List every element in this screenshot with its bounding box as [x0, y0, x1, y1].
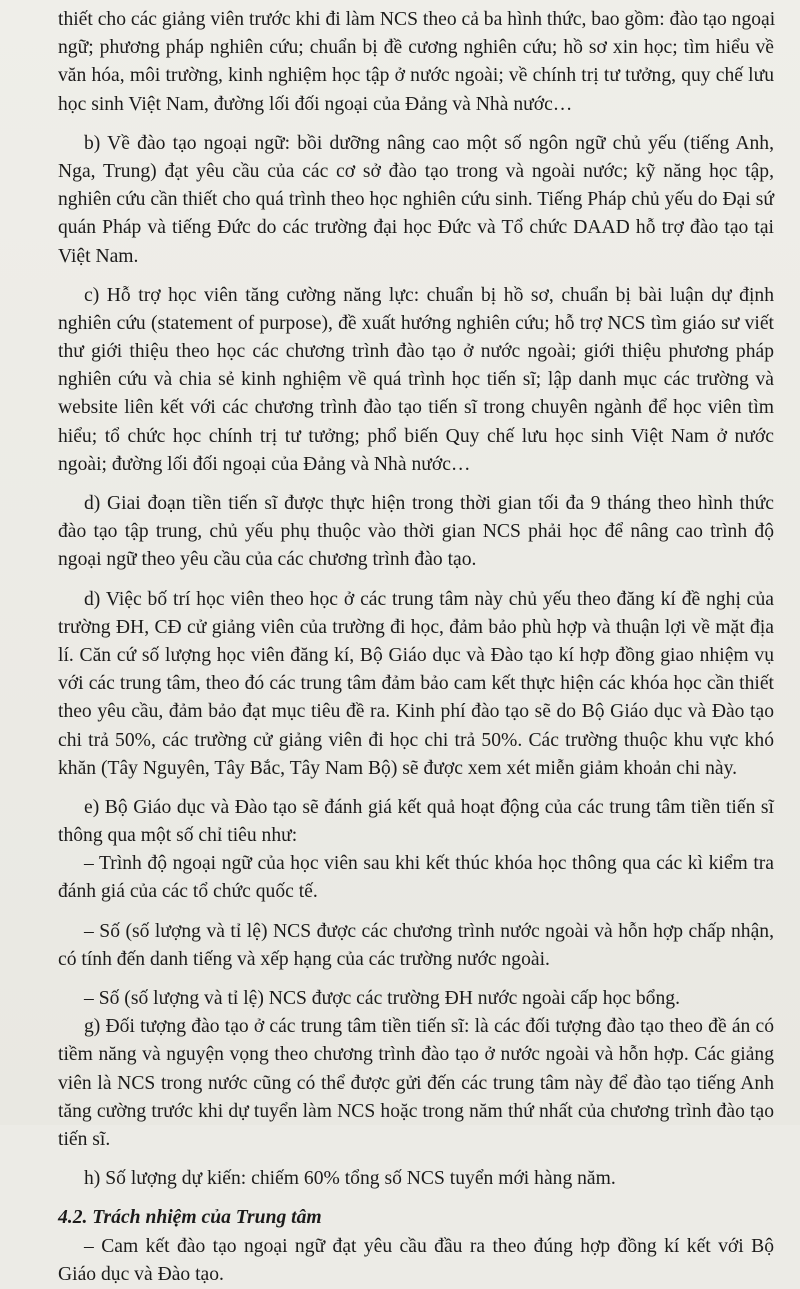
text-line: tăng cường trước khi dự tuyển làm NCS hoặc trong năm thứ nhất của chương trình đào tạo [58, 1100, 774, 1122]
text-line: nghiên cứu và chia sẻ kinh nghiệm về quá trình học tiến sĩ; lập danh mục các trường và [58, 369, 774, 391]
text-line: có tính đến danh tiếng và xếp hạng của các trường nước ngoài. [58, 948, 550, 970]
paragraph-continuation [58, 6, 774, 119]
text-line: – Trình độ ngoại ngữ của học viên sau khi kết thúc khóa học thông qua các kì kiểm tra [84, 853, 774, 875]
bullet-item [58, 918, 774, 974]
text-line: theo yêu cầu, đảm bảo đạt mục tiêu đề ra. Kinh phí đào tạo sẽ do Bộ Giáo dục và Đào tạo [58, 701, 774, 723]
text-line: website liên kết với các chương trình đào tạo tiến sĩ trong chuyên ngành để học viên tìm [58, 397, 774, 419]
text-line: ngoại ngữ theo yêu cầu của các chương trình đào tạo. [58, 549, 477, 571]
text-line: ngữ; phương pháp nghiên cứu; chuẩn bị đề cương nghiên cứu; hồ sơ xin học; tìm hiểu về [58, 37, 774, 59]
text-line: nghiên cứu (statement of purpose), đề xuất hướng nghiên cứu; hỗ trợ NCS tìm giáo sư viết [58, 312, 774, 334]
text-line: trường ĐH, CĐ cử giảng viên của trường đi học, đảm bảo phù hợp và thuận lợi về mặt địa [58, 616, 774, 638]
text-line: Giáo dục và Đào tạo. [58, 1263, 224, 1285]
text-line: Nga, Trung) đạt yêu cầu của các cơ sở đào tạo trong và ngoài nước; kỹ năng học tập, [58, 160, 774, 182]
text-line: g) Đối tượng đào tạo ở các trung tâm tiền tiến sĩ: là các đối tượng đào tạo theo đề án có [84, 1016, 774, 1038]
text-line: chi trả 50%, các trường cử giảng viên đi học chi trả 50%. Các trường thuộc khu vực khó [58, 729, 774, 751]
text-line: văn hóa, môi trường, kinh nghiệm học tập ở nước ngoài; về chính trị tư tưởng, quy chế lưu [58, 65, 774, 87]
text-line: đào tạo tập trung, chủ yếu phụ thuộc vào thời gian NCS phải học để nâng cao trình độ [58, 521, 774, 543]
text-line: d) Việc bố trí học viên theo học ở các trung tâm này chủ yếu theo đăng kí đề nghị của [84, 588, 774, 610]
text-line: h) Số lượng dự kiến: chiếm 60% tổng số NCS tuyển mới hàng năm. [84, 1168, 616, 1190]
text-line: tiềm năng và nguyện vọng theo chương trình đào tạo ở nước ngoài và hỗn hợp. Các giảng [58, 1044, 774, 1066]
text-line: học sinh Việt Nam, đường lối đối ngoại của Đảng và Nhà nước… [58, 93, 573, 115]
text-line: khăn (Tây Nguyên, Tây Bắc, Tây Nam Bộ) sẽ được xem xét miễn giảm khoản chi này. [58, 757, 737, 779]
paragraph-d-2 [58, 586, 774, 783]
text-line: thiết cho các giảng viên trước khi đi làm NCS theo cả ba hình thức, bao gồm: đào tạo ngoại [58, 9, 776, 30]
text-line: b) Về đào tạo ngoại ngữ: bồi dưỡng nâng cao một số ngôn ngữ chủ yếu (tiếng Anh, [84, 132, 774, 154]
text-line: với các trung tâm, theo đó các trung tâm đảm bảo cam kết thực hiện các khóa học cần thiết [58, 673, 774, 695]
text-line: – Cam kết đào tạo ngoại ngữ đạt yêu cầu đầu ra theo đúng hợp đồng kí kết với Bộ [84, 1235, 774, 1257]
text-line: ngoài; đường lối đối ngoại của Đảng và Nhà nước… [58, 453, 471, 475]
paragraph-commitment [58, 1233, 774, 1289]
bullet-item [58, 985, 774, 1013]
paragraph-e [58, 794, 774, 850]
text-line: Việt Nam. [58, 245, 139, 267]
text-line: e) Bộ Giáo dục và Đào tạo sẽ đánh giá kết quả hoạt động của các trung tâm tiền tiến sĩ [84, 796, 774, 818]
paragraph-d-1 [58, 490, 774, 575]
text-line: tiến sĩ. [58, 1128, 111, 1150]
text-line: hiểu; tổ chức học chính trị tư tưởng; phổ biến Quy chế lưu học sinh Việt Nam ở nước [58, 425, 774, 447]
text-line: nghiên cứu cần thiết cho quá trình theo học nghiên cứu sinh. Tiếng Pháp chủ yếu do Đại sứ [58, 189, 774, 211]
text-line: – Số (số lượng và tỉ lệ) NCS được các chương trình nước ngoài và hỗn hợp chấp nhận, [84, 920, 774, 942]
section-heading: 4.2. Trách nhiệm của Trung tâm [58, 1207, 322, 1229]
text-line: – Số (số lượng và tỉ lệ) NCS được các trường ĐH nước ngoài cấp học bổng. [84, 988, 680, 1009]
paragraph-b [58, 130, 774, 271]
text-line: thư giới thiệu theo học các chương trình đào tạo ở nước ngoài; giới thiệu phương pháp [58, 341, 774, 363]
bullet-item [58, 850, 774, 906]
text-line: lí. Căn cứ số lượng học viên đăng kí, Bộ Giáo dục và Đào tạo kí hợp đồng giao nhiệm vụ [58, 644, 774, 666]
text-line: đánh giá của các tổ chức quốc tế. [58, 881, 318, 903]
text-line: d) Giai đoạn tiền tiến sĩ được thực hiện trong thời gian tối đa 9 tháng theo hình thức [84, 493, 774, 514]
paragraph-h [58, 1165, 774, 1193]
text-line: thông qua một số chỉ tiêu như: [58, 825, 298, 847]
paragraph-c [58, 282, 774, 479]
text-line: viên là NCS trong nước cũng có thể được gửi đến các trung tâm này để đào tạo tiếng Anh [58, 1072, 774, 1094]
text-line: c) Hỗ trợ học viên tăng cường năng lực: chuẩn bị hồ sơ, chuẩn bị bài luận dự định [84, 284, 774, 306]
text-line: quán Pháp và tiếng Đức do các trường đại học Đức và Tổ chức DAAD hỗ trợ đào tạo tại [58, 217, 774, 239]
paragraph-g [58, 1013, 774, 1154]
